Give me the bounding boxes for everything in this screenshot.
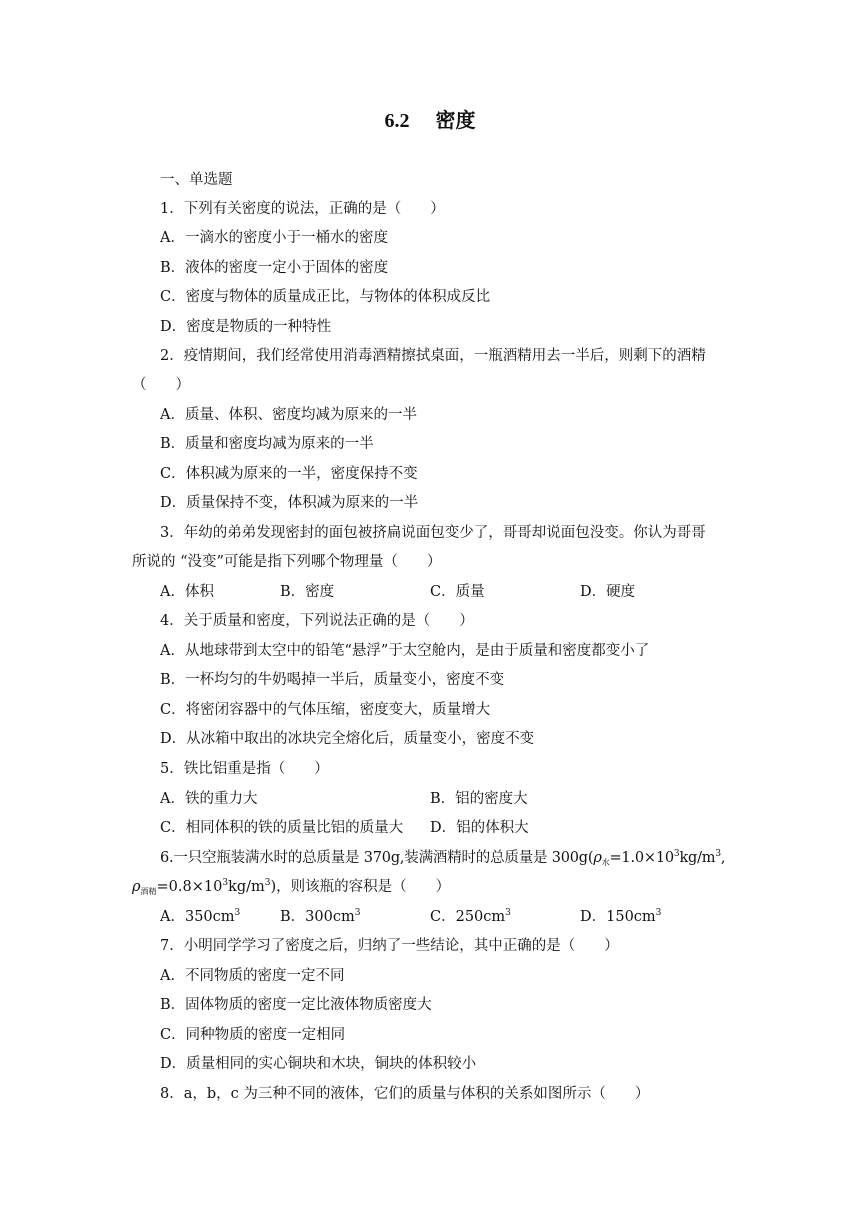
question-5-stem: 5．铁比铝重是指（ ） (160, 761, 329, 777)
section-heading: 一、单选题 (160, 172, 233, 188)
question-1-stem: 1．下列有关密度的说法，正确的是（ ） (160, 201, 445, 217)
question-4-stem: 4．关于质量和密度，下列说法正确的是（ ） (160, 613, 474, 629)
q5-option-b: B．铝的密度大 (430, 791, 528, 807)
exponent: 3 (505, 908, 511, 918)
q1-option-b: B．液体的密度一定小于固体的密度 (160, 260, 389, 276)
q1-option-a: A．一滴水的密度小于一桶水的密度 (160, 230, 388, 246)
q2-option-d: D．质量保持不变，体积减为原来的一半 (160, 495, 419, 511)
q2-option-c: C．体积减为原来的一半，密度保持不变 (160, 466, 418, 482)
q4-option-b: B．一杯均匀的牛奶喝掉一半后，质量变小，密度不变 (160, 672, 505, 688)
q6-stem-part: =1.0×10 (609, 850, 674, 866)
q1-option-d: D．密度是物质的一种特性 (160, 319, 332, 335)
q6-stem-part: kg/m (228, 879, 265, 895)
question-3-stem-cont: 所说的 “没变”可能是指下列哪个物理量（ ） (132, 554, 442, 570)
q6-stem-part: =0.8×10 (156, 879, 223, 895)
q3-option-b: B．密度 (280, 584, 335, 600)
exponent: 3 (264, 878, 271, 888)
q5-option-a: A．铁的重力大 (160, 791, 258, 807)
question-2-stem-cont: （ ） (132, 377, 190, 393)
q4-option-d: D．从冰箱中取出的冰块完全熔化后，质量变小，密度不变 (160, 731, 535, 747)
q5-option-d: D．铝的体积大 (430, 820, 529, 836)
q1-option-c: C．密度与物体的质量成正比，与物体的体积成反比 (160, 289, 491, 305)
exponent: 3 (715, 849, 721, 859)
exponent: 3 (234, 908, 241, 918)
q6-stem-part: , (720, 850, 726, 866)
question-2-stem: 2．疫情期间，我们经常使用消毒酒精擦拭桌面，一瓶酒精用去一半后，则剩下的酒精 (160, 348, 706, 364)
q4-option-c: C．将密闭容器中的气体压缩，密度变大，质量增大 (160, 702, 491, 718)
rho-symbol: ρ (593, 850, 602, 866)
q4-option-a: A．从地球带到太空中的铅笔“悬浮”于太空舱内，是由于质量和密度都变小了 (160, 643, 650, 659)
q7-option-c: C．同种物质的密度一定相同 (160, 1027, 346, 1043)
q6-stem-part: )，则该瓶的容积是（ ） (270, 879, 451, 895)
q6-option-a-text: A．350cm (160, 909, 235, 925)
exponent: 3 (655, 908, 662, 918)
q2-option-a: A．质量、体积、密度均减为原来的一半 (160, 407, 417, 423)
q7-option-b: B．固体物质的密度一定比液体物质密度大 (160, 997, 432, 1013)
q6-option-b (280, 907, 360, 927)
q6-stem-part: 6.一只空瓶装满水时的总质量是 370g,装满酒精时的总质量是 300g( (160, 850, 594, 866)
q3-option-a: A．体积 (160, 584, 214, 600)
question-7-stem: 7．小明同学学习了密度之后，归纳了一些结论，其中正确的是（ ） (160, 938, 619, 954)
q6-option-d (580, 907, 661, 927)
title-name: 密度 (435, 108, 476, 132)
q6-option-d-text: D．150cm (580, 909, 656, 925)
q2-option-b: B．质量和密度均减为原来的一半 (160, 436, 374, 452)
q5-option-c: C．相同体积的铁的质量比铝的质量大 (160, 820, 404, 836)
q6-stem-part: kg/m (679, 850, 716, 866)
q6-option-b-text: B．300cm (280, 909, 355, 925)
page-title (0, 104, 860, 133)
question-6-stem (160, 848, 725, 868)
q7-option-d: D．质量相同的实心铜块和木块，铜块的体积较小 (160, 1056, 477, 1072)
subscript-alcohol: 酒精 (140, 887, 157, 896)
q6-option-c (430, 907, 511, 927)
subscript-water: 水 (601, 858, 610, 867)
question-6-stem-cont (132, 877, 450, 897)
q3-option-d: D．硬度 (580, 584, 636, 600)
exponent: 3 (673, 849, 680, 859)
exponent: 3 (354, 908, 361, 918)
title-number: 6.2 (384, 110, 410, 132)
rho-symbol: ρ (132, 879, 141, 895)
q3-option-c: C．质量 (430, 584, 485, 600)
q6-option-c-text: C．250cm (430, 909, 506, 925)
q7-option-a: A．不同物质的密度一定不同 (160, 968, 345, 984)
q6-option-a (160, 907, 240, 927)
exponent: 3 (222, 878, 229, 888)
question-8-stem: 8．a，b，c 为三种不同的液体，它们的质量与体积的关系如图所示（ ） (160, 1086, 650, 1102)
question-3-stem: 3．年幼的弟弟发现密封的面包被挤扁说面包变少了，哥哥却说面包没变。你认为哥哥 (160, 525, 706, 541)
